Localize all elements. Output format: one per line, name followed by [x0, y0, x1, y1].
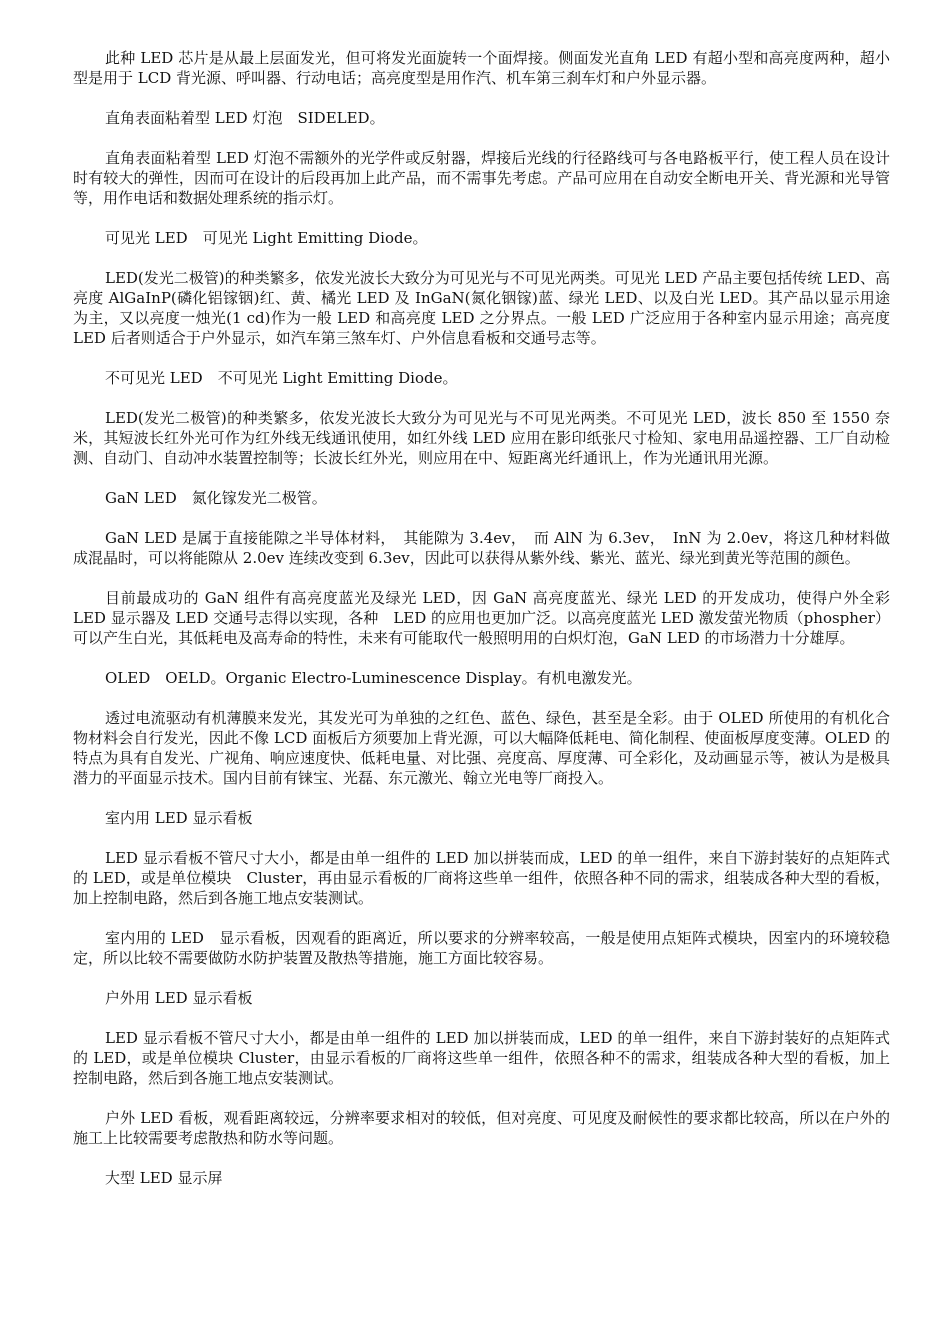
paragraph-visible-led-description: LED(发光二极管)的种类繁多，依发光波长大致分为可见光与不可见光两类。可见光 LED 产品主要包括传统 LED、高亮度 AlGaInP(磷化铝镓铟)红、黄、橘光 LED 及 InGaN(氮化铟镓)蓝、绿光 LED、以及白光 LED。其产品以显示用途为主，又以亮度一烛光(1 cd)作为一般 LED 和高亮度 LED 之分界点。一般 LED 广泛应用于各种室内显示用途；高亮度 LED 后者则适合于户外显示，如汽车第三煞车灯、户外信息看板和交通号志等。 [73, 269, 890, 347]
heading-outdoor-led-board: 户外用 LED 显示看板 [105, 989, 253, 1007]
paragraph-sideled-description: 直角表面粘着型 LED 灯泡不需额外的光学件或反射器，焊接后光线的行径路线可与各电路板平行，使工程人员在设计时有较大的弹性，因而可在设计的后段再加上此产品，而不需事先考虑。产品可应用在自动安全断电开关、背光源和光导管等，用作电话和数据处理系统的指示灯。 [73, 149, 890, 207]
paragraph-indoor-led-resolution: 室内用的 LED 显示看板，因观看的距离近，所以要求的分辨率较高，一般是使用点矩阵式模块，因室内的环境较稳定，所以比较不需要做防水防护装置及散热等措施，施工方面比较容易。 [73, 929, 890, 967]
paragraph-outdoor-led-assembly: LED 显示看板不管尺寸大小，都是由单一组件的 LED 加以拼装而成，LED 的单一组件，来自下游封装好的点矩阵式的 LED，或是单位模块 Cluster，由显示看板的厂商将这些单一组件，依照各种不的需求，组装成各种大型的看板，加上控制电路，然后到各施工地点安装测试。 [73, 1029, 890, 1087]
paragraph-gan-bandgap: GaN LED 是属于直接能隙之半导体材料， 其能隙为 3.4ev， 而 AlN 为 6.3ev， InN 为 2.0ev，将这几种材料做成混晶时，可以将能隙从 2.0ev 连续改变到 6.3ev，因此可以获得从紫外线、紫光、蓝光、绿光到黄光等范围的颜色。 [73, 529, 890, 567]
heading-large-led-screen: 大型 LED 显示屏 [105, 1169, 223, 1187]
document-body [73, 48, 890, 1208]
paragraph-gan-applications: 目前最成功的 GaN 组件有高亮度蓝光及绿光 LED，因 GaN 高亮度蓝光、绿光 LED 的开发成功，使得户外全彩 LED 显示器及 LED 交通号志得以实现，各种 LED 的应用也更加广泛。以高亮度蓝光 LED 激发萤光物质（phospher）可以产生白光，其低耗电及高寿命的特性，未来有可能取代一般照明用的白炽灯泡，GaN LED 的市场潜力十分雄厚。 [73, 589, 890, 647]
heading-sideled: 直角表面粘着型 LED 灯泡 SIDELED。 [105, 109, 385, 127]
paragraph-indoor-led-assembly: LED 显示看板不管尺寸大小，都是由单一组件的 LED 加以拼装而成，LED 的单一组件，来自下游封装好的点矩阵式的 LED，或是单位模块 Cluster，再由显示看板的厂商将这些单一组件，依照各种不同的需求，组装成各种大型的看板，加上控制电路，然后到各施工地点安装测试。 [73, 849, 890, 907]
paragraph-outdoor-led-requirements: 户外 LED 看板，观看距离较远，分辨率要求相对的较低，但对亮度、可见度及耐候性的要求都比较高，所以在户外的施工上比较需要考虑散热和防水等问题。 [73, 1109, 890, 1147]
heading-oled: OLED OELD。Organic Electro-Luminescence Display。有机电激发光。 [105, 669, 642, 687]
heading-visible-led: 可见光 LED 可见光 Light Emitting Diode。 [105, 229, 428, 247]
paragraph-side-emitting-led: 此种 LED 芯片是从最上层面发光，但可将发光面旋转一个面焊接。侧面发光直角 LED 有超小型和高亮度两种，超小型是用于 LCD 背光源、呼叫器、行动电话；高亮度型是用作汽、机车第三刹车灯和户外显示器。 [73, 49, 890, 87]
heading-invisible-led: 不可见光 LED 不可见光 Light Emitting Diode。 [105, 369, 458, 387]
heading-gan-led: GaN LED 氮化镓发光二极管。 [105, 489, 327, 507]
paragraph-invisible-led-description: LED(发光二极管)的种类繁多，依发光波长大致分为可见光与不可见光两类。不可见光 LED，波长 850 至 1550 奈米，其短波长红外光可作为红外线无线通讯使用，如红外线 LED 应用在影印纸张尺寸检知、家电用品遥控器、工厂自动检测、自动门、自动冲水装置控制等；长波长红外光，则应用在中、短距离光纤通讯上，作为光通讯用光源。 [73, 409, 890, 467]
heading-indoor-led-board: 室内用 LED 显示看板 [105, 809, 253, 827]
paragraph-oled-description: 透过电流驱动有机薄膜来发光，其发光可为单独的之红色、蓝色、绿色，甚至是全彩。由于 OLED 所使用的有机化合物材料会自行发光，因此不像 LCD 面板后方须要加上背光源，可以大幅降低耗电、简化制程、使面板厚度变薄。OLED 的特点为具有自发光、广视角、响应速度快、低耗电量、对比强、亮度高、厚度薄、可全彩化，及动画显示等，被认为是极具潜力的平面显示技术。国内目前有铼宝、光磊、东元激光、翰立光电等厂商投入。 [73, 709, 890, 787]
